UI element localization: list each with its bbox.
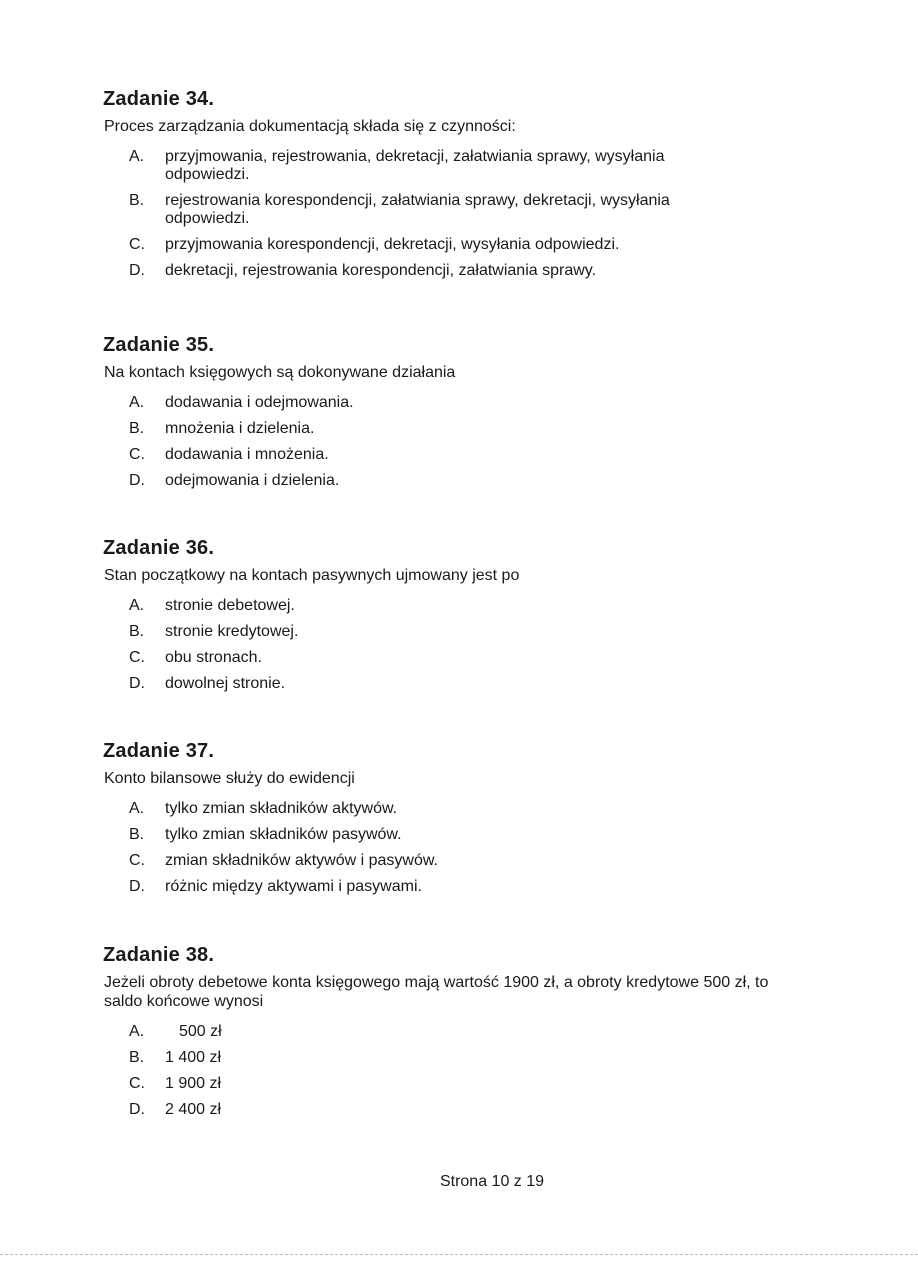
option-letter: B.: [129, 420, 145, 437]
task-34: [103, 88, 793, 288]
task-36: [103, 537, 793, 701]
option-text: tylko zmian składników aktywów.: [165, 800, 398, 817]
answer-option-a: [103, 597, 793, 615]
option-text: 1 400 zł: [165, 1049, 222, 1066]
task-question: Proces zarządzania dokumentacją składa się z czynności:: [104, 118, 516, 135]
option-letter: A.: [129, 1023, 145, 1040]
task-question: Jeżeli obroty debetowe konta księgowego mają wartość 1900 zł, a obroty kredytowe 500 zł, to saldo końcowe wynosi: [104, 974, 769, 1010]
task-37: [103, 740, 793, 904]
task-38: [103, 944, 793, 1127]
option-text: stronie kredytowej.: [165, 623, 299, 640]
option-letter: B.: [129, 623, 145, 640]
option-letter: C.: [129, 649, 145, 666]
option-letter: D.: [129, 472, 145, 489]
task-35: [103, 334, 793, 498]
answer-option-a: [103, 394, 793, 412]
task-title: Zadanie 35.: [103, 334, 215, 356]
answer-option-b: [103, 623, 793, 641]
answer-option-a: [103, 148, 793, 184]
answer-option-b: [103, 826, 793, 844]
task-title: Zadanie 36.: [103, 537, 215, 559]
option-text: 2 400 zł: [165, 1101, 222, 1118]
task-question: Konto bilansowe służy do ewidencji: [104, 770, 355, 787]
answer-options: [103, 394, 793, 490]
option-text: dodawania i odejmowania.: [165, 394, 354, 411]
option-text: przyjmowania, rejestrowania, dekretacji, załatwiania sprawy, wysyłania odpowiedzi.: [165, 148, 665, 183]
answer-options: [103, 800, 793, 896]
option-text: stronie debetowej.: [165, 597, 295, 614]
option-text: przyjmowania korespondencji, dekretacji, wysyłania odpowiedzi.: [165, 236, 620, 253]
option-text: różnic między aktywami i pasywami.: [165, 878, 422, 895]
option-text: rejestrowania korespondencji, załatwiania sprawy, dekretacji, wysyłania odpowiedzi.: [165, 192, 670, 227]
answer-option-a: [103, 800, 793, 818]
answer-option-d: [103, 472, 793, 490]
option-letter: A.: [129, 394, 145, 411]
answer-option-d: [103, 675, 793, 693]
task-question: Na kontach księgowych są dokonywane działania: [104, 364, 456, 381]
answer-option-c: [103, 446, 793, 464]
option-text: zmian składników aktywów i pasywów.: [165, 852, 438, 869]
option-letter: B.: [129, 192, 145, 209]
option-text: dowolnej stronie.: [165, 675, 286, 692]
option-letter: D.: [129, 878, 145, 895]
task-title: Zadanie 37.: [103, 740, 215, 762]
option-letter: D.: [129, 262, 145, 279]
option-letter: C.: [129, 236, 145, 253]
task-title: Zadanie 38.: [103, 944, 215, 966]
option-text: 500 zł: [179, 1023, 222, 1040]
option-letter: C.: [129, 446, 145, 463]
scan-edge-divider: [0, 1254, 918, 1256]
option-text: odejmowania i dzielenia.: [165, 472, 340, 489]
answer-option-c: [103, 1075, 793, 1093]
answer-options: [103, 148, 793, 280]
option-text: 1 900 zł: [165, 1075, 222, 1092]
answer-option-c: [103, 649, 793, 667]
option-letter: A.: [129, 148, 145, 165]
option-letter: C.: [129, 852, 145, 869]
answer-options: [103, 1023, 793, 1119]
option-text: obu stronach.: [165, 649, 262, 666]
option-letter: A.: [129, 597, 145, 614]
option-letter: B.: [129, 1049, 145, 1066]
option-letter: B.: [129, 826, 145, 843]
answer-option-b: [103, 420, 793, 438]
answer-option-b: [103, 1049, 793, 1067]
option-text: mnożenia i dzielenia.: [165, 420, 315, 437]
option-letter: D.: [129, 1101, 145, 1118]
page-number: Strona 10 z 19: [439, 1173, 545, 1190]
option-letter: A.: [129, 800, 145, 817]
task-title: Zadanie 34.: [103, 88, 215, 110]
answer-option-d: [103, 878, 793, 896]
answer-option-d: [103, 1101, 793, 1119]
answer-option-c: [103, 236, 793, 254]
option-text: dodawania i mnożenia.: [165, 446, 329, 463]
task-question: Stan początkowy na kontach pasywnych ujmowany jest po: [104, 567, 520, 584]
answer-options: [103, 597, 793, 693]
answer-option-a: [103, 1023, 793, 1041]
answer-option-c: [103, 852, 793, 870]
option-letter: D.: [129, 675, 145, 692]
page-footer: [0, 1173, 918, 1191]
option-text: dekretacji, rejestrowania korespondencji, załatwiania sprawy.: [165, 262, 597, 279]
option-text: tylko zmian składników pasywów.: [165, 826, 402, 843]
option-letter: C.: [129, 1075, 145, 1092]
answer-option-d: [103, 262, 793, 280]
answer-option-b: [103, 192, 793, 228]
